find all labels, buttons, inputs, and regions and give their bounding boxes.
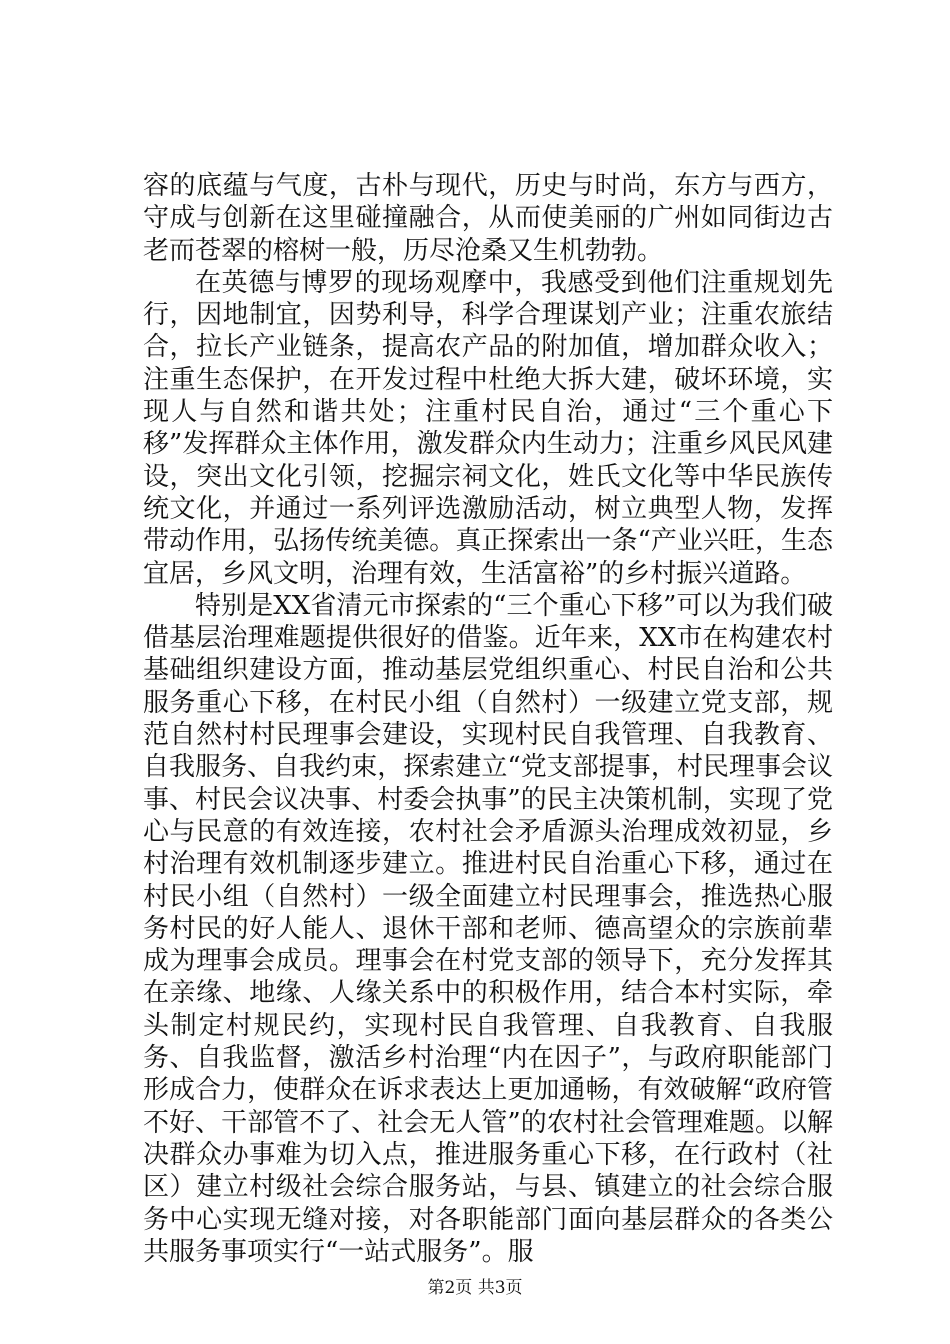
paragraph-site-visit: 在英德与博罗的现场观摩中，我感受到他们注重规划先行，因地制宜，因势利导，科学合理谋划产业；注重农旅结合，拉长产业链条，提高农产品的附加值，增加群众收入；注重生态保护，在开发过程中杜绝大拆大建，破坏环境，实现人与自然和谐共处；注重村民自治，通过“三个重心下移”发挥群众主体作用，激发群众内生动力；注重乡风民风建设，突出文化引领，挖掘宗祠文化，姓氏文化等中华民族传统文化，并通过一系列评选激励活动，树立典型人物，发挥带动作用，弘扬传统美德。真正探索出一条“产业兴旺，生态宜居，乡风文明，治理有效，生活富裕”的乡村振兴道路。 bbox=[143, 267, 833, 589]
paragraph-governance: 特别是XX省清元市探索的“三个重心下移”可以为我们破借基层治理难题提供很好的借鉴。近年来，XX市在构建农村基础组织建设方面，推动基层党组织重心、村民自治和公共服务重心下移，在村民小组（自然村）一级建立党支部，规范自然村村民理事会建设，实现村民自我管理、自我教育、自我服务、自我约束，探索建立“党支部提事，村民理事会议事、村民会议决事、村委会执事”的民主决策机制，实现了党心与民意的有效连接，农村社会矛盾源头治理成效初显，乡村治理有效机制逐步建立。推进村民自治重心下移，通过在村民小组（自然村）一级全面建立村民理事会，推选热心服务村民的好人能人、退休干部和老师、德高望众的宗族前辈成为理事会成员。理事会在村党支部的领导下，充分发挥其在亲缘、地缘、人缘关系中的积极作用，结合本村实际，牵头制定村规民约，实现村民自我管理、自我教育、自我服务、自我监督，激活乡村治理“内在因子”，与政府职能部门形成合力，使群众在诉求表达上更加通畅，有效破解“政府管不好、干部管不了、社会无人管”的农村社会管理难题。以解决群众办事难为切入点，推进服务重心下移，在行政村（社区）建立村级社会综合服务站，与县、镇建立的社会综合服务中心实现无缝对接，对各职能部门面向基层群众的各类公共服务事项实行“一站式服务”。服 bbox=[143, 590, 833, 1267]
body-text bbox=[143, 170, 833, 1268]
page-footer: 第2页 共3页 bbox=[427, 1278, 523, 1298]
paragraph-continuation: 容的底蕴与气度，古朴与现代，历史与时尚，东方与西方，守成与创新在这里碰撞融合，从而使美丽的广州如同街边古老而苍翠的榕树一般，历尽沧桑又生机勃勃。 bbox=[143, 171, 833, 266]
